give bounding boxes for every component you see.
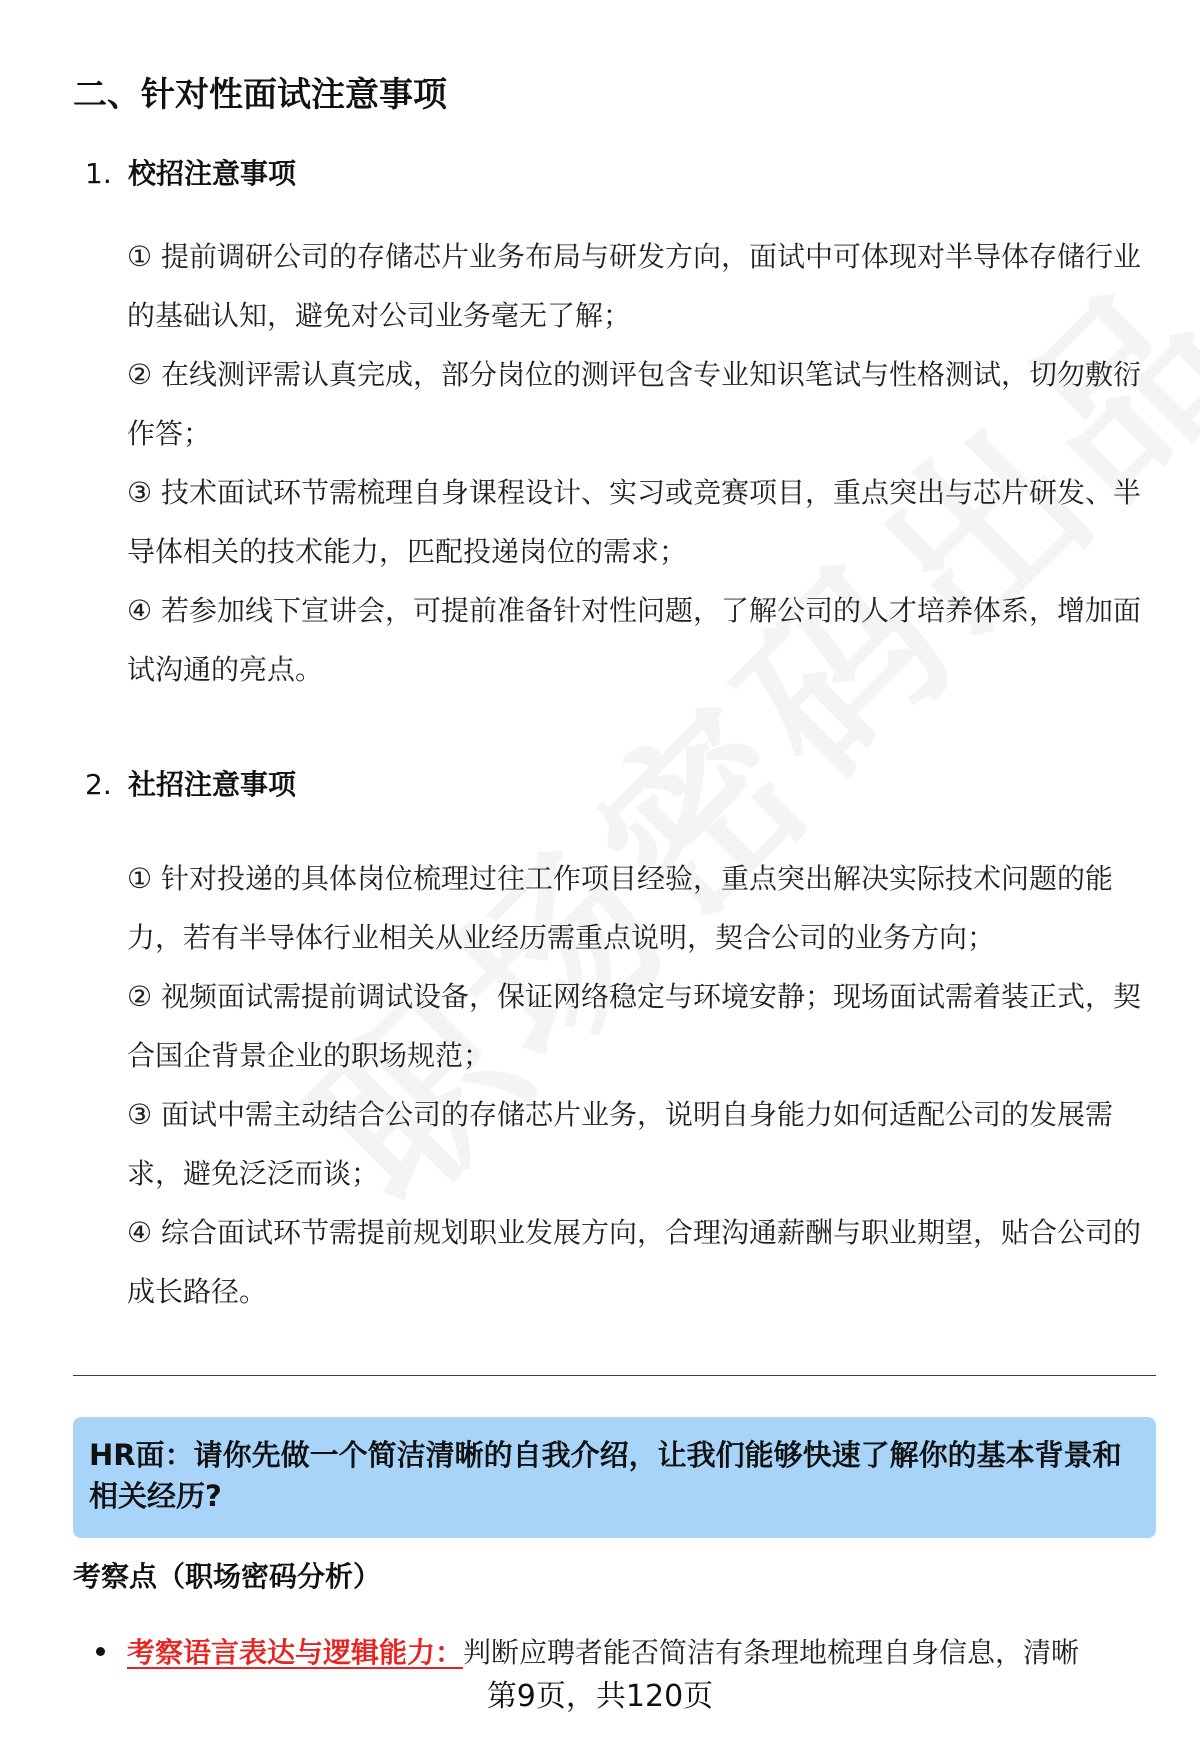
section-title: 二、针对性面试注意事项 — [73, 75, 447, 115]
social-item: ② 视频面试需提前调试设备，保证网络稳定与环境安静；现场面试需着装正式，契合国企背景企业的职场规范； — [127, 980, 1142, 1072]
hr-question-text: HR面：请你先做一个简洁清晰的自我介绍，让我们能够快速了解你的基本背景和相关经历? — [89, 1438, 1122, 1513]
campus-items — [127, 227, 1152, 699]
campus-item: ① 提前调研公司的存储芯片业务布局与研发方向，面试中可体现对半导体存储行业的基础认知，避免对公司业务毫无了解； — [127, 240, 1142, 332]
campus-heading-number: 1. — [85, 157, 112, 190]
bullet-key: 考察语言表达与逻辑能力： — [127, 1636, 464, 1669]
analysis-title: 考察点（职场密码分析） — [73, 1560, 382, 1593]
bullet-text: 判断应聘者能否简洁有条理地梳理自身信息，清晰 — [463, 1636, 1080, 1669]
social-heading-number: 2. — [85, 768, 112, 801]
social-heading — [85, 765, 296, 805]
bullet-dot-icon — [96, 1647, 105, 1656]
social-item: ③ 面试中需主动结合公司的存储芯片业务，说明自身能力如何适配公司的发展需求，避免泛泛而谈； — [127, 1098, 1114, 1190]
social-item: ④ 综合面试环节需提前规划职业发展方向，合理沟通薪酬与职业期望，贴合公司的成长路径。 — [127, 1216, 1142, 1308]
section-divider — [73, 1375, 1156, 1376]
campus-heading — [85, 154, 296, 194]
campus-item: ③ 技术面试环节需梳理自身课程设计、实习或竞赛项目，重点突出与芯片研发、半导体相关的技术能力，匹配投递岗位的需求； — [127, 476, 1142, 568]
campus-heading-text: 校招注意事项 — [128, 157, 297, 190]
social-items — [127, 849, 1152, 1321]
hr-question-box — [73, 1417, 1156, 1538]
campus-item: ② 在线测评需认真完成，部分岗位的测评包含专业知识笔试与性格测试，切勿敷衍作答； — [127, 358, 1142, 450]
page-footer: 第9页，共120页 — [486, 1679, 714, 1714]
social-item: ① 针对投递的具体岗位梳理过往工作项目经验，重点突出解决实际技术问题的能力，若有半导体行业相关从业经历需重点说明，契合公司的业务方向； — [127, 862, 1114, 954]
analysis-bullet — [96, 1632, 1156, 1674]
social-heading-text: 社招注意事项 — [128, 768, 297, 801]
campus-item: ④ 若参加线下宣讲会，可提前准备针对性问题，了解公司的人才培养体系，增加面试沟通的亮点。 — [127, 594, 1142, 686]
